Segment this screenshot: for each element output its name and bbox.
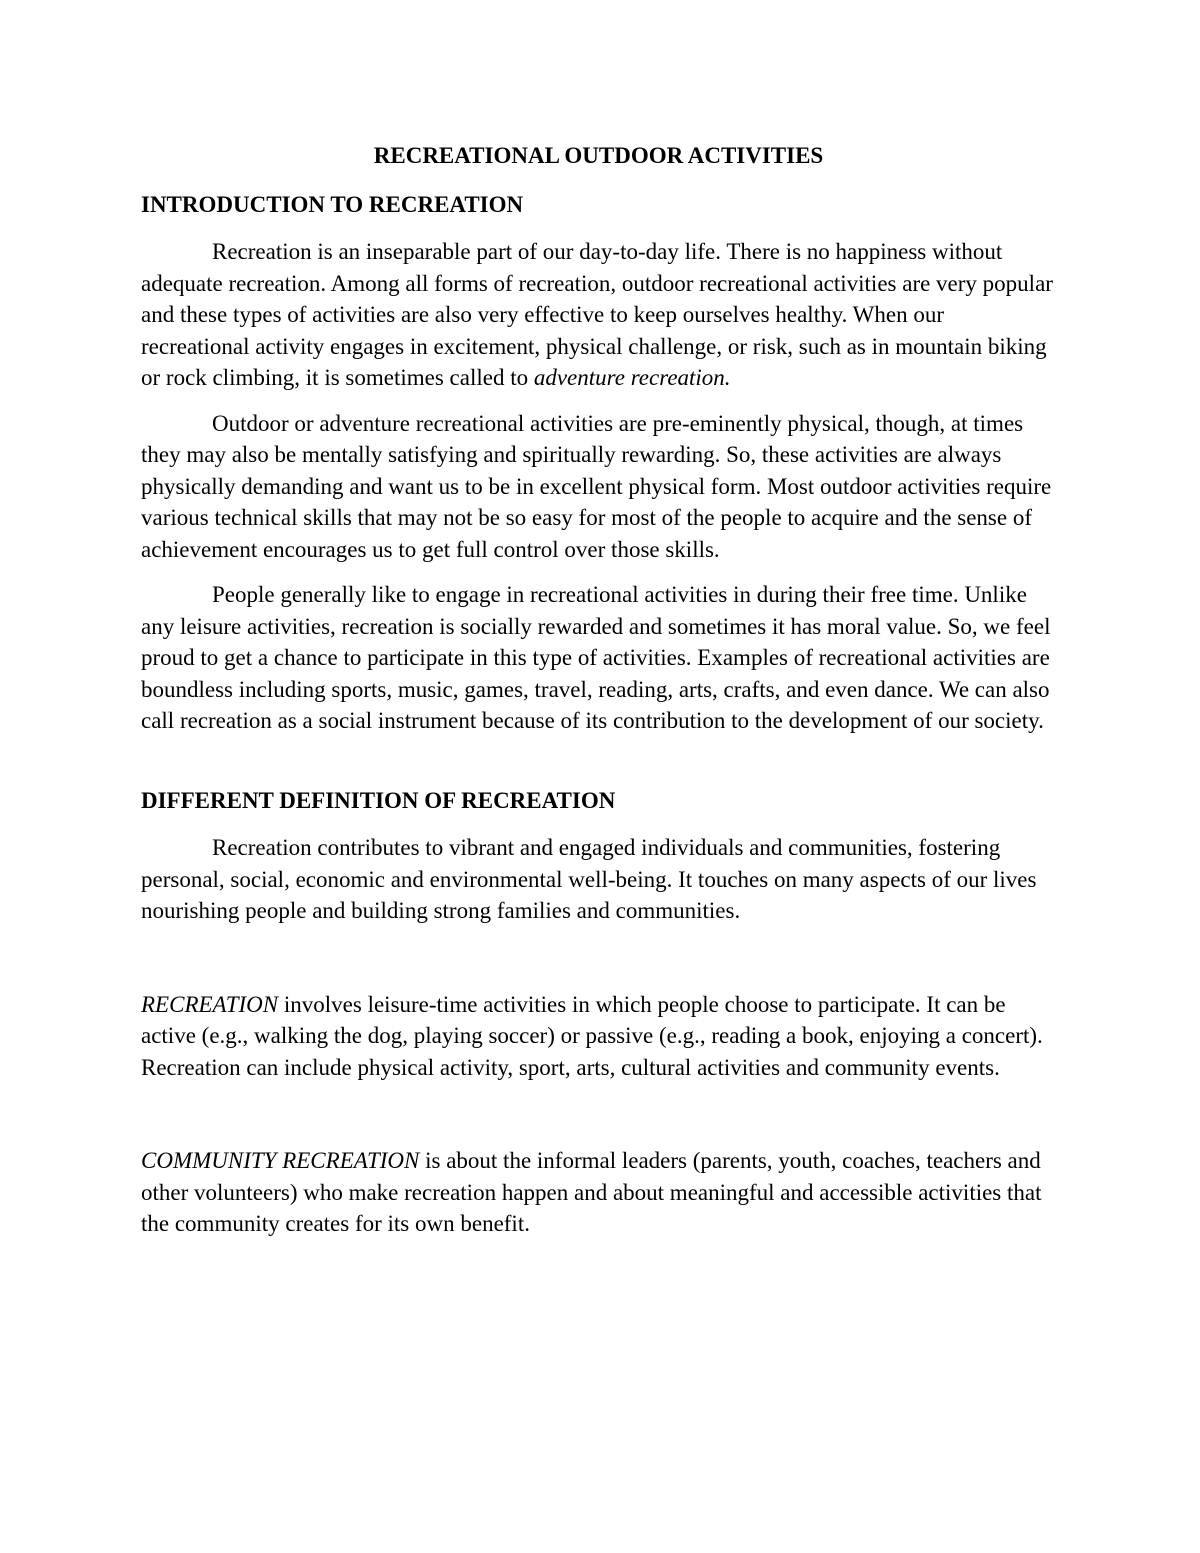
definition-community-recreation — [141, 1145, 1056, 1240]
adventure-recreation-term: adventure recreation. — [533, 365, 731, 390]
definition-text-community-recreation: is about the informal leaders (parents, youth, coaches, teachers and other volunteers) who make recreation happen and about meaningful and accessible activities that the community creates for its own benefit. — [141, 1148, 1042, 1236]
intro-paragraph-2: Outdoor or adventure recreational activities are pre-eminently physical, though, at times they may also be mentally satisfying and spiritually rewarding. So, these activities are always physically demanding and want us to be in excellent physical form. Most outdoor activities require various technical skills that may not be so easy for most of the people to acquire and the sense of achievement encourages us to get full control over those skills. — [141, 410, 1052, 562]
document-body — [141, 140, 1056, 1240]
definition-term-community-recreation: COMMUNITY RECREATION — [141, 1148, 420, 1173]
intro-paragraph-1 — [141, 236, 1056, 394]
section-heading-definitions: DIFFERENT DEFINITION OF RECREATION — [141, 787, 616, 813]
document-title: RECREATIONAL OUTDOOR ACTIVITIES — [373, 143, 824, 168]
intro-paragraph-3: People generally like to engage in recreational activities in during their free time. Unlike any leisure activities, recreation is socially rewarded and sometimes it has moral value. So, we feel proud to get a chance to participate in this type of activities. Examples of recreational activities are boundless including sports, music, games, travel, reading, arts, crafts, and even dance. We can also call recreation as a social instrument because of its contribution to the development of our society. — [141, 582, 1051, 733]
definitions-intro-paragraph: Recreation contributes to vibrant and engaged individuals and communities, fostering personal, social, economic and environmental well-being. It touches on many aspects of our lives nourishing people and building strong families and communities. — [141, 835, 1037, 923]
definition-term-recreation: RECREATION — [141, 991, 279, 1017]
definition-text-recreation: involves leisure-time activities in which people choose to participate. It can be active (e.g., walking the dog, playing soccer) or passive (e.g., reading a book, enjoying a concert). Recreation can include physical activity, sport, arts, cultural activities and community events. — [141, 991, 1043, 1080]
intro-paragraph-1-text: Recreation is an inseparable part of our day-to-day life. There is no happiness without adequate recreation. Among all forms of recreation, outdoor recreational activities are very popular and these types of activities are also very effective to keep ourselves healthy. When our recreational activity engages in excitement, physical challenge, or risk, such as in mountain biking or rock climbing, it is sometimes called to — [141, 239, 1053, 390]
section-heading-introduction: INTRODUCTION TO RECREATION — [141, 191, 524, 217]
definition-recreation — [141, 989, 1056, 1084]
